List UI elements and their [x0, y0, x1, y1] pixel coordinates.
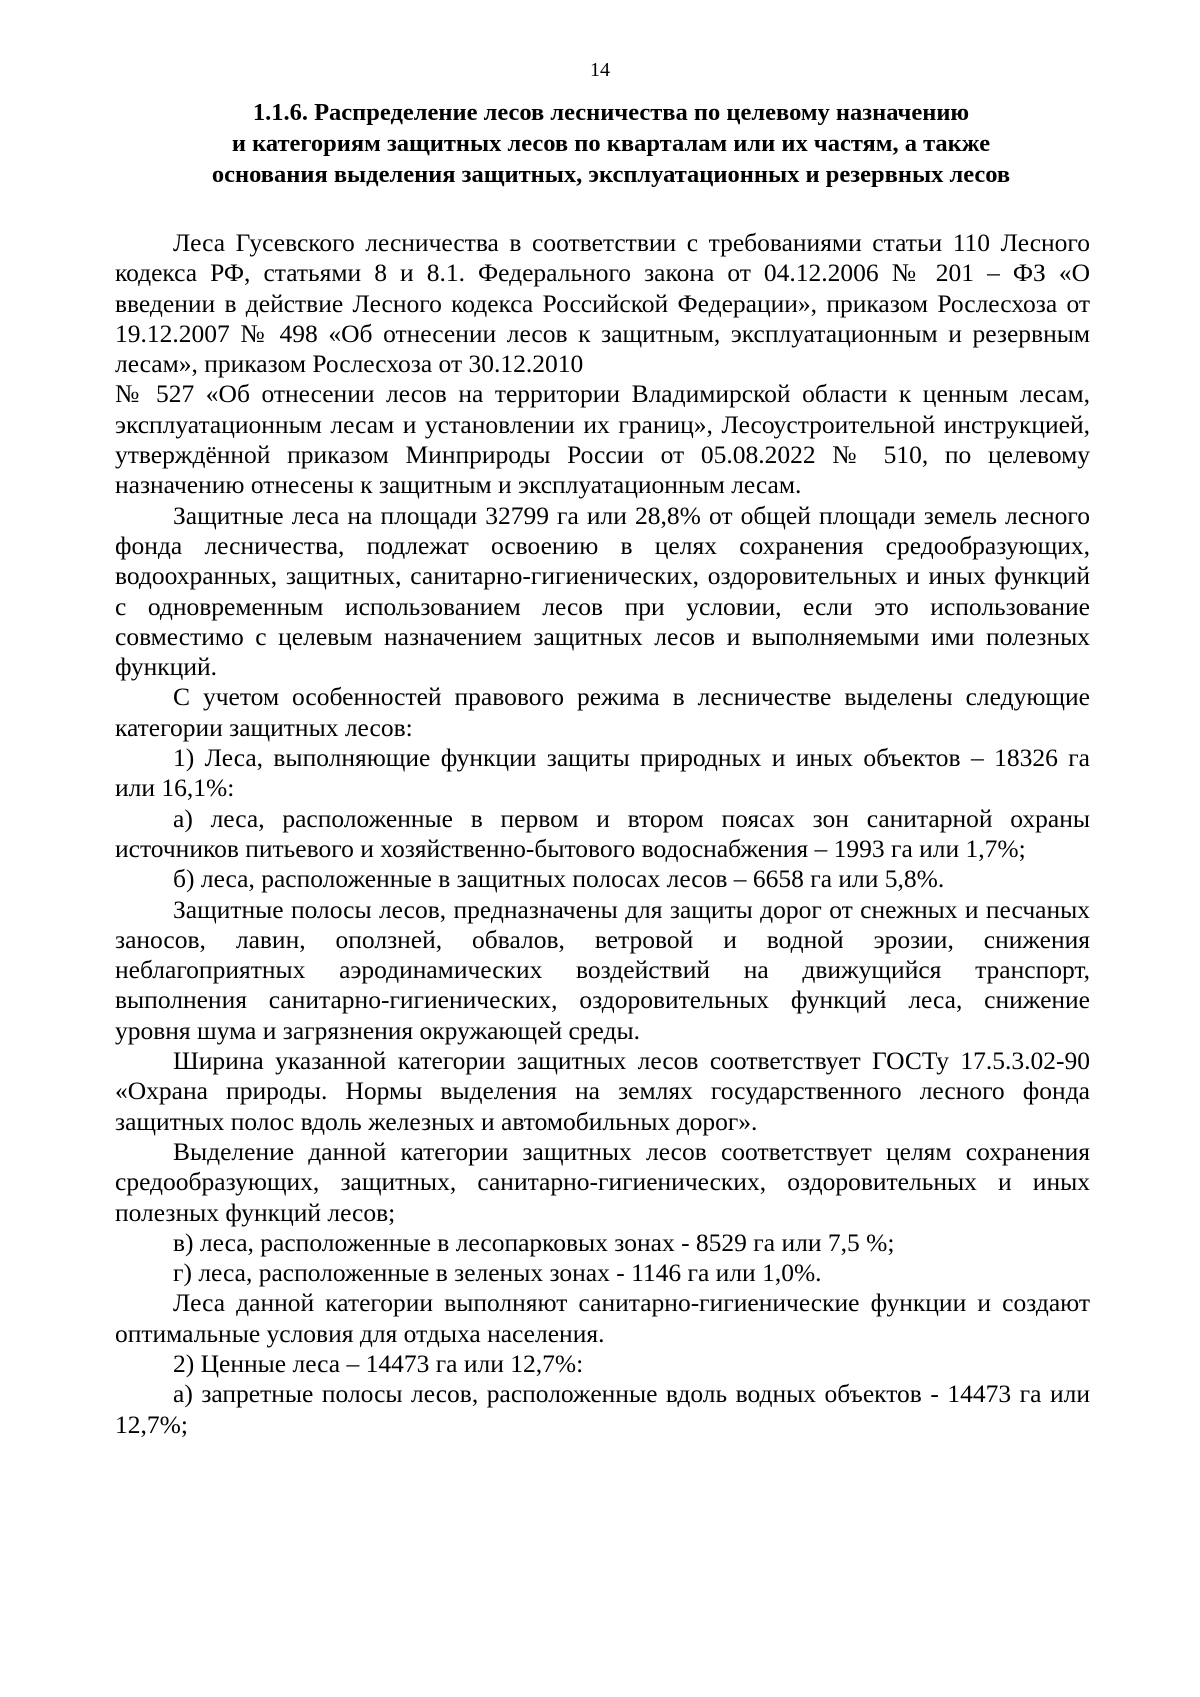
page-number: 14 — [590, 59, 610, 81]
paragraph: Защитные полосы лесов, предназначены для защиты дорог от снежных и песчаных заносов, лавин, оползней, обвалов, ветровой и водной эрозии, снижения неблагоприятных аэродинамических воздействий на движущийся транспорт, выполнения санитарно-гигиенических, оздоровительных функций леса, снижение уровня шума и загрязнения окружающей среды. — [115, 894, 1090, 1045]
section-heading — [130, 97, 1092, 190]
paragraph: Леса данной категории выполняют санитарно-гигиенические функции и создают оптимальные условия для отдыха населения. — [115, 1288, 1090, 1348]
paragraph: С учетом особенностей правового режима в лесничестве выделены следующие категории защитных лесов: — [115, 682, 1090, 742]
body-text — [115, 228, 1090, 1440]
paragraph-fragment: № 527 «Об отнесении лесов на территории Владимирской области к ценным лесам, эксплуатационным лесам и установлении их границ», Лесоустроительной инструкцией, утверждённой приказом Минприроды России от 05.08.2022 № 510, по целевому назначению отнесены к защитным и эксплуатационным лесам. — [115, 379, 1090, 500]
paragraph: а) запретные полосы лесов, расположенные вдоль водных объектов - 14473 га или 12,7%; — [115, 1379, 1090, 1439]
section-heading-line: 1.1.6. Распределение лесов лесничества по целевому назначению — [252, 99, 970, 126]
section-heading-line: основания выделения защитных, эксплуатационных и резервных лесов — [211, 161, 1011, 188]
paragraph: а) леса, расположенные в первом и втором поясах зон санитарной охраны источников питьевого и хозяйственно-бытового водоснабжения – 1993 га или 1,7%; — [115, 803, 1090, 863]
paragraph-fragment: Леса Гусевского лесничества в соответствии с требованиями статьи 110 Лесного кодекса РФ, статьями 8 и 8.1. Федерального закона от 04.12.2006 № 201 – ФЗ «О введении в действие Лесного кодекса Российской Федерации», приказом Рослесхоза от 19.12.2007 № 498 «Об отнесении лесов к защитным, эксплуатационным и резервным лесам», приказом Рослесхоза от 30.12.2010 — [115, 228, 1090, 379]
paragraph: Ширина указанной категории защитных лесов соответствует ГОСТу 17.5.3.02-90 «Охрана природы. Нормы выделения на землях государственного лесного фонда защитных полос вдоль железных и автомобильных дорог». — [115, 1046, 1090, 1136]
section-heading-line: и категориям защитных лесов по кварталам или их частям, а также — [231, 130, 991, 157]
paragraph: 2) Ценные леса – 14473 га или 12,7%: — [173, 1348, 584, 1378]
paragraph: 1) Леса, выполняющие функции защиты природных и иных объектов – 18326 га или 16,1%: — [115, 743, 1090, 803]
paragraph: Защитные леса на площади 32799 га или 28,8% от общей площади земель лесного фонда лесничества, подлежат освоению в целях сохранения средообразующих, водоохранных, защитных, санитарно-гигиенических, оздоровительных и иных функций с одновременным использованием лесов при условии, если это использование совместимо с целевым назначением защитных лесов и выполняемыми ими полезных функций. — [115, 500, 1090, 682]
paragraph: Выделение данной категории защитных лесов соответствует целям сохранения средообразующих, защитных, санитарно-гигиенических, оздоровительных и иных полезных функций лесов; — [115, 1136, 1090, 1227]
paragraph: г) леса, расположенные в зеленых зонах - 1146 га или 1,0%. — [173, 1258, 822, 1288]
paragraph: б) леса, расположенные в защитных полосах лесов – 6658 га или 5,8%. — [173, 864, 945, 894]
paragraph: в) леса, расположенные в лесопарковых зонах - 8529 га или 7,5 %; — [173, 1227, 895, 1257]
paragraph-legal-basis — [115, 228, 1090, 501]
